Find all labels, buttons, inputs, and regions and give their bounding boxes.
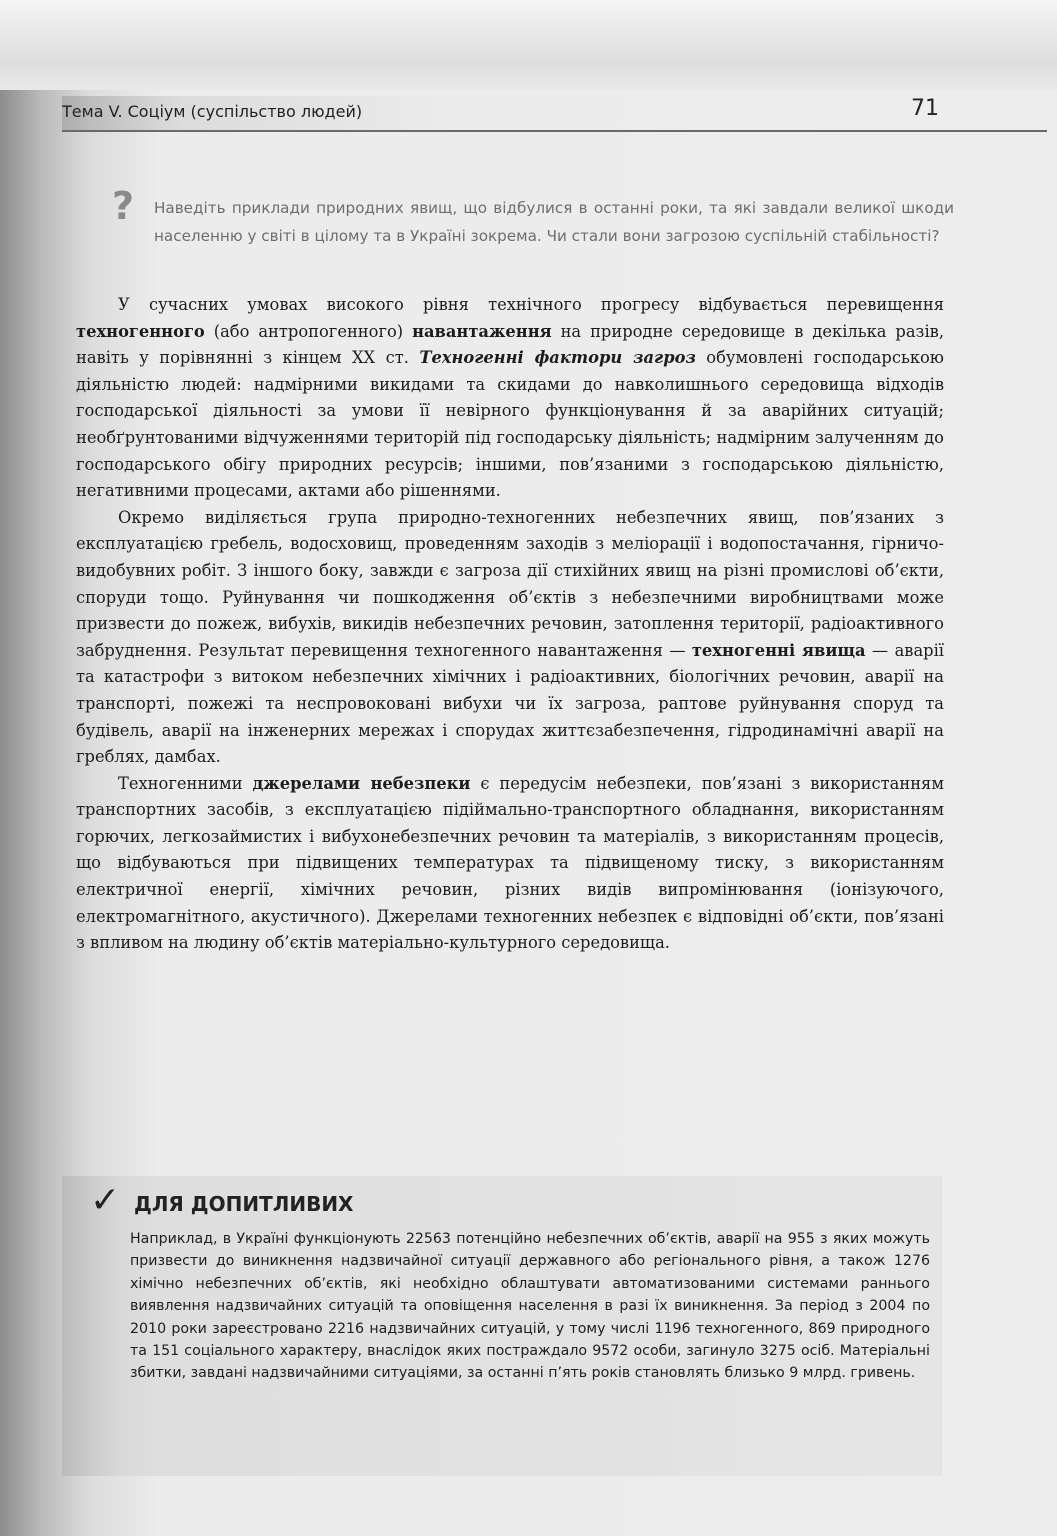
curious-callout — [62, 1176, 942, 1476]
page-number: 71 — [911, 96, 939, 121]
paragraph-1-part-a: У сучасних умовах високого рівня технічного прогресу відбувається перевищення — [118, 295, 944, 314]
paragraph-1 — [76, 292, 944, 505]
chapter-title: Тема V. Соціум (суспільство людей) — [62, 102, 363, 121]
paragraph-1-part-c: (або антропогенного) — [204, 321, 413, 341]
question-mark-icon: ? — [112, 184, 135, 228]
checkmark-icon: ✓ — [90, 1180, 121, 1221]
paragraph-2-part-c: — аварії та катастрофи з витоком небезпечних хімічних і радіоактивних, біологічних речовин, аварії на транспорті, пожежі та неспровоковані вибухи чи їх загроза, раптове руйнування споруд та будівель, аварії на інженерних мережах і спорудах життєзабезпечення, гідродинамічні аварії на греблях, дамбах. — [76, 640, 944, 767]
paragraph-3-part-c: є передусім небезпеки, пов’язані з використанням транспортних засобів, з експлуатацією підіймально-транспортного обладнання, використанням горючих, легкозаймистих і вибухонебезпечних речовин та матеріалів, з використанням процесів, що відбуваються при підвищених температурах та підвищеному тиску, з використанням електричної енергії, хімічних речовин, різних видів випромінювання (іонізуючого, електромагнітного, акустичного). Джерелами техногенних небезпек є відповідні об’єкти, пов’язані з впливом на людину об’єктів матеріально-культурного середовища. — [76, 773, 944, 953]
paragraph-3-part-a: Техногенними — [118, 773, 253, 793]
paragraph-2 — [76, 505, 944, 771]
page-top-margin — [0, 0, 1057, 90]
paragraph-2-part-a: Окремо виділяється група природно-техногенних небезпечних явищ, пов’язаних з експлуатацією гребель, водосховищ, проведенням заходів з меліорації і водопостачання, гірничо-видобувних робіт. З іншого боку, завжди є загроза дії стихійних явищ на різні промислові об’єкти, споруди тощо. Руйнування чи пошкодження об’єктів з небезпечними виробництвами може призвести до пожеж, вибухів, викидів небезпечних речовин, затоплення території, радіоактивного забруднення. Результат перевищення техногенного навантаження — — [76, 507, 944, 660]
callout-title: ДЛЯ ДОПИТЛИВИХ — [134, 1192, 354, 1216]
term-technogenic-phenomena: техногенні явища — [691, 640, 866, 660]
question-text: Наведіть приклади природних явищ, що відбулися в останні роки, та які завдали великої шкоди населенню у світі в цілому та в Україні зокрема. Чи стали вони загрозою суспільній стабільності? — [154, 199, 954, 245]
paragraph-3 — [76, 771, 944, 957]
term-danger-sources: джерелами небезпеки — [252, 773, 471, 793]
running-header — [62, 96, 1047, 132]
main-text — [76, 292, 944, 957]
term-threat-factors: Техногенні фактори загроз — [419, 348, 696, 368]
term-load: навантаження — [412, 321, 552, 341]
term-technogenic: техногенного — [76, 321, 205, 341]
paragraph-1-part-d: на природне середовище в декілька разів, навіть у порівнянні з кінцем XX ст. — [76, 321, 944, 368]
callout-text: Наприклад, в Україні функціонують 22563 потенційно небезпечних об’єктів, аварії на 955 з яких можуть призвести до виникнення надзвичайної ситуації державного або регіонального рівня, а також 1276 хімічно небезпечних об’єктів, які необхідно облаштувати автоматизованими системами раннього виявлення надзвичайних ситуацій та оповіщення населення в разі їх виникнення. За період з 2004 по 2010 роки зареєстровано 2216 надзвичайних ситуацій, у тому числі 1196 техногенного, 869 природного та 151 соціального характеру, внаслідок яких постраждало 9572 особи, загинуло 3275 осіб. Матеріальні збитки, завдані надзвичайними ситуаціями, за останні п’ять років становлять близько 9 млрд. гривень. — [130, 1231, 930, 1382]
paragraph-1-part-e: обумовлені господарською діяльністю людей: надмірними викидами та скидами до навколишнього середовища відходів господарської діяльності за умови її невірного функціонування й за аварійних ситуацій; необґрунтованими відчуженнями територій під господарську діяльність; надмірним залученням до господарського обігу природних ресурсів; іншими, пов’язаними з господарською діяльністю, негативними процесами, актами або рішеннями. — [76, 348, 944, 501]
